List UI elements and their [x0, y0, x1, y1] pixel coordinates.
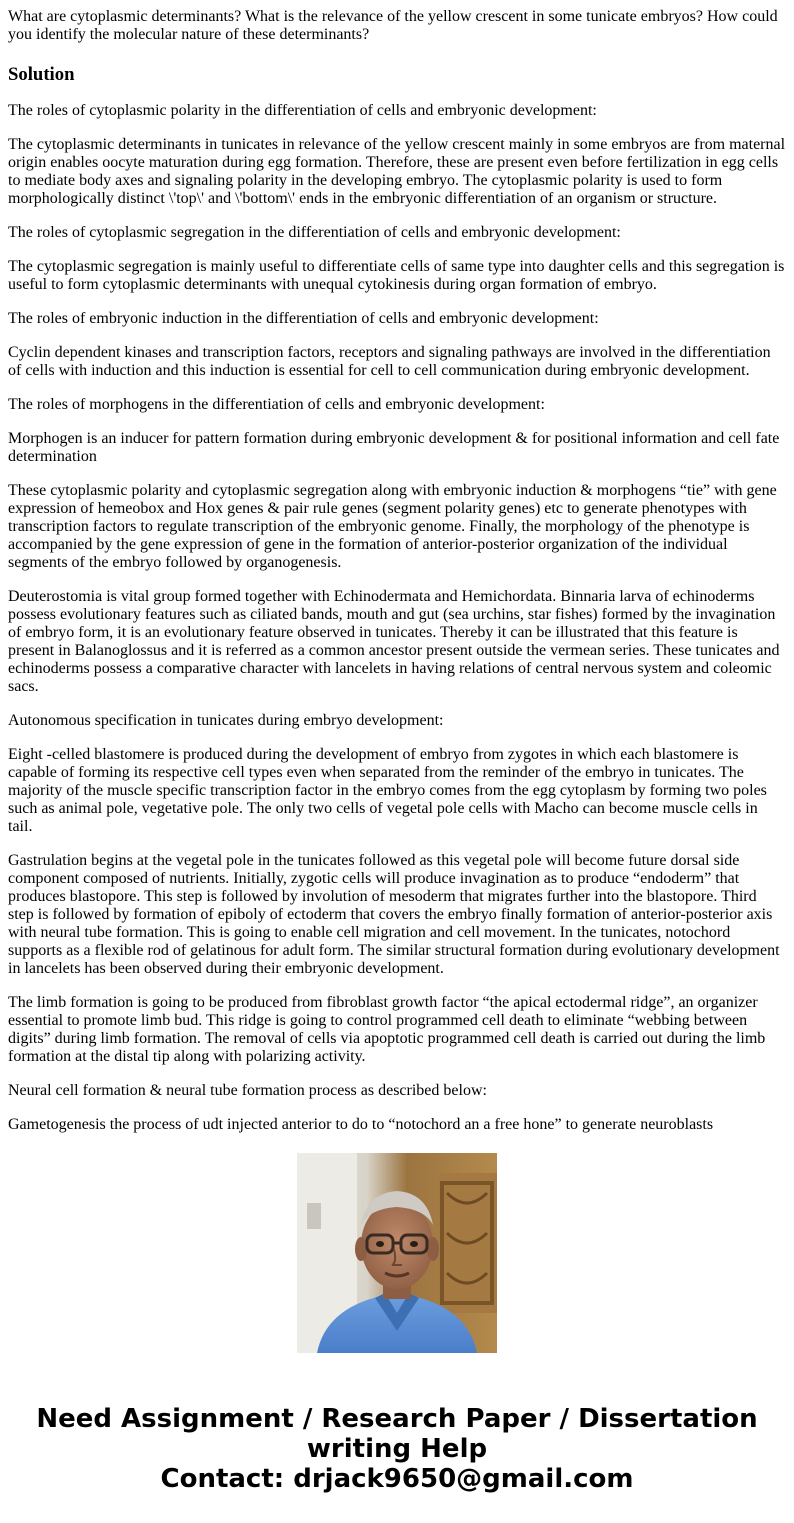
paragraph-8: Morphogen is an inducer for pattern formation during embryonic development & for positional information and cell fate determination — [8, 430, 780, 465]
paragraph-1: The roles of cytoplasmic polarity in the differentiation of cells and embryonic development: — [8, 102, 597, 119]
paragraph-7: The roles of morphogens in the differentiation of cells and embryonic development: — [8, 396, 545, 413]
paragraph-2: The cytoplasmic determinants in tunicates in relevance of the yellow crescent mainly in some embryos are from maternal origin enables oocyte maturation during egg formation. Therefore, these are present even before fertilization in egg cells to mediate body axes and signaling polarity in the developing embryo. The cytoplasmic polarity is used to form morphologically distinct \'top\' and \'bottom\' ends in the embryonic differentiation of an organism or structure. — [8, 136, 786, 207]
paragraph-13: Gastrulation begins at the vegetal pole in the tunicates followed as this vegetal pole will become future dorsal side component composed of nutrients. Initially, zygotic cells will produce invagination as to produce “endoderm” that produces blastopore. This step is followed by involution of mesoderm that migrates further into the blastopore. Third step is followed by formation of epiboly of ectoderm that covers the embryo finally formation of anterior-posterior axis with neural tube formation. This is going to enable cell migration and cell movement. In the tunicates, notochord supports as a flexible rod of gelatinous for adult form. The similar structural formation during evolutionary development in lancelets has been observed during their embryonic development. — [8, 852, 780, 977]
promo-line-1: Need Assignment / Research Paper / Dissertation — [36, 1404, 758, 1434]
paragraph-5: The roles of embryonic induction in the differentiation of cells and embryonic development: — [8, 310, 599, 327]
paragraph-10: Deuterostomia is vital group formed together with Echinodermata and Hemichordata. Binnaria larva of echinoderms possess evolutionary features such as ciliated bands, mouth and gut (sea urchins, star fishes) formed by the invagination of embryo form, it is an evolutionary feature observed in tunicates. Thereby it can be illustrated that this feature is present in Balanoglossus and it is referred as a common ancestor present outside the vermean series. These tunicates and echinoderms possess a comparative character with lancelets in having relations of central nervous system and coleomic sacs. — [8, 588, 780, 695]
paragraph-16: Gametogenesis the process of udt injected anterior to do to “notochord an a free hone” to generate neuroblasts — [8, 1116, 714, 1133]
promo-contact-line: Contact: drjack9650@gmail.com — [160, 1464, 634, 1494]
promo-line-2: writing Help — [306, 1434, 488, 1464]
solution-heading: Solution — [8, 64, 75, 85]
paragraph-3: The roles of cytoplasmic segregation in the differentiation of cells and embryonic development: — [8, 224, 621, 241]
paragraph-15: Neural cell formation & neural tube formation process as described below: — [8, 1082, 487, 1099]
paragraph-14: The limb formation is going to be produced from fibroblast growth factor “the apical ectodermal ridge”, an organizer essential to promote limb bud. This ridge is going to control programmed cell death to eliminate “webbing between digits” during limb formation. The removal of cells via apoptotic programmed cell death is carried out during the limb formation at the distal tip along with polarizing activity. — [8, 994, 766, 1065]
paragraph-12: Eight -celled blastomere is produced during the development of embryo from zygotes in which each blastomere is capable of forming its respective cell types even when separated from the reminder of the embryo in tunicates. The majority of the muscle specific transcription factor in the embryo comes from the egg cytoplasm by forming two poles such as animal pole, vegetative pole. The only two cells of vegetal pole cells with Macho can become muscle cells in tail. — [8, 746, 767, 835]
author-photo — [297, 1153, 497, 1353]
paragraph-9: These cytoplasmic polarity and cytoplasmic segregation along with embryonic induction & morphogens “tie” with gene expression of hemeobox and Hox genes & pair rule genes (segment polarity genes) etc to generate phenotypes with transcription factors to regulate transcription of the embryonic genome. Finally, the morphology of the phenotype is accompanied by the gene expression of gene in the formation of anterior-posterior organization of the individual segments of the embryo followed by organogenesis. — [8, 482, 777, 571]
solution-content — [8, 0, 786, 1133]
promo-banner — [0, 1404, 794, 1494]
paragraph-11: Autonomous specification in tunicates during embryo development: — [8, 712, 444, 729]
paragraph-6: Cyclin dependent kinases and transcription factors, receptors and signaling pathways are involved in the differentiation of cells with induction and this induction is essential for cell to cell communication during embryonic development. — [8, 344, 771, 379]
author-portrait-icon — [297, 1153, 497, 1353]
paragraph-4: The cytoplasmic segregation is mainly useful to differentiate cells of same type into daughter cells and this segregation is useful to form cytoplasmic determinants with unequal cytokinesis during organ formation of embryo. — [8, 258, 785, 293]
question-text: What are cytoplasmic determinants? What is the relevance of the yellow crescent in some tunicate embryos? How could you identify the molecular nature of these determinants? — [8, 8, 778, 43]
